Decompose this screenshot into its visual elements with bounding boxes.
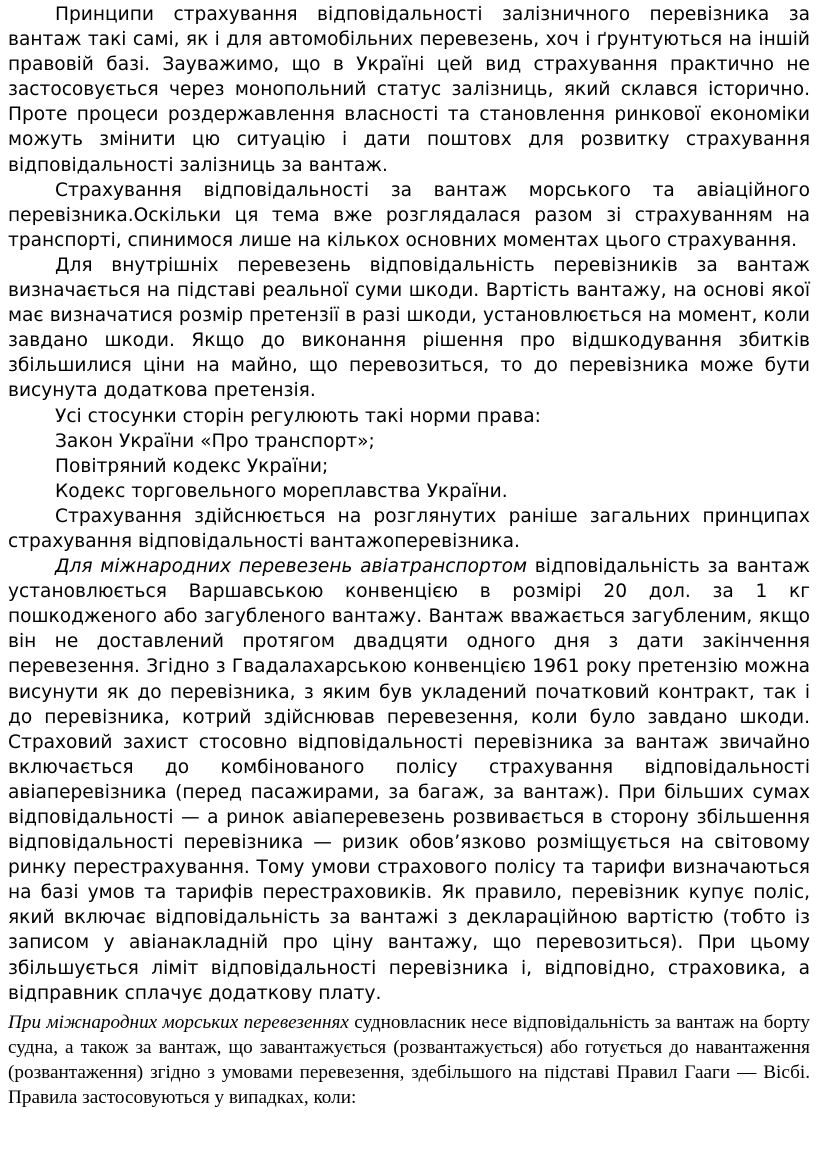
paragraph-sea-air-intro: Страхування відповідальності за вантаж морського та авіаційного перевізника.Оскільки ця тема вже розглядалася разом зі страхуванням на транспорті, спинимося лише на кількох основних моментах цього страхування. — [8, 179, 810, 251]
italic-lead-sea: При міжнародних морських перевезеннях — [8, 1011, 349, 1033]
paragraph-domestic: Для внутрішніх перевезень відповідальність перевізників за вантаж визначається на підставі реальної суми шкоди. Вартість вантажу, на основі якої має визначатися розмір претензії в разі шкоди, установлюється на момент, коли завдано шкоди. Якщо до виконання рішення про відшкодування збитків збільшилися ціни на майно, що перевозиться, то до перевізника може бути висунута додаткова претензія. — [8, 254, 810, 402]
main-text-block — [8, 2, 810, 1006]
paragraph-international-air — [8, 554, 810, 1006]
paragraph-principles: Страхування здійснюється на розглянутих раніше загальних принципах страхування відповідальності вантажоперевізника. — [8, 505, 810, 552]
list-item-air-code: Повітряний кодекс України; — [55, 455, 329, 477]
list-item-maritime-code: Кодекс торговельного мореплавства України. — [55, 480, 508, 502]
paragraph-international-sea — [8, 1010, 810, 1111]
list-item-transport-law: Закон України «Про транспорт»; — [55, 430, 375, 452]
paragraph-norms-intro: Усі стосунки сторін регулюють такі норми права: — [55, 405, 541, 427]
paragraph-railway: Принципи страхування відповідальності залізничного перевізника за вантаж такі самі, як і для автомобільних перевезень, хоч і ґрунтуються на іншій правовій базі. Зауважимо, що в Україні цей вид страхування практично не застосовується через монопольний статус залізниць, який склався історично. Проте процеси роздержавлення власності та становлення ринкової економіки можуть змінити цю ситуацію і дати поштовх для розвитку страхування відповідальності залізниць за вантаж. — [8, 4, 810, 176]
paragraph-air-body: відповідальність за вантаж установлюється Варшавською конвенцією в розмірі 20 дол. за 1 кг пошкодженого або загубленого вантажу. Вантаж вважається загубленим, якщо він не доставлений протягом двадцяти одного дня з дати закінчення перевезення. Згідно з Гвадалахарською конвенцією 1961 року претензію можна висунути як до перевізника, з яким був укладений початковий контракт, так і до перевізника, котрий здійснював перевезення, коли було завдано шкоди. Страховий захист стосовно відповідальності перевізника за вантаж звичайно включається до комбінованого полісу страхування відповідальності авіаперевізника (перед пасажирами, за багаж, за вантаж). При більших сумах відповідальності — а ринок авіаперевезень розвивається в сторону збільшення відповідальності перевізника — ризик обов’язково розміщується на світовому ринку перестрахування. Тому умови страхового полісу та тарифи визначаються на базі умов та тарифів перестраховиків. Як правило, перевізник купує поліс, який включає відповідальність за вантажі з деклараційною вартістю (тобто із записом у авіанакладній про ціну вантажу, що перевозиться). При цьому збільшується ліміт відповідальності перевізника і, відповідно, страховика, а відправник сплачує додаткову плату. — [8, 556, 810, 1004]
serif-text-block — [8, 1010, 810, 1111]
paragraph-sea-body: судновласник несе відповідальність за вантаж на борту судна, а також за вантаж, що завантажується (розвантажується) або готується до навантаження (розвантаження) згідно з умовами перевезення, здебільшого на підставі Правил Гааги — Вісбі. Правила застосовуються у випадках, коли: — [8, 1011, 811, 1109]
italic-lead-air: Для міжнародних перевезень авіатранспортом — [55, 556, 528, 578]
